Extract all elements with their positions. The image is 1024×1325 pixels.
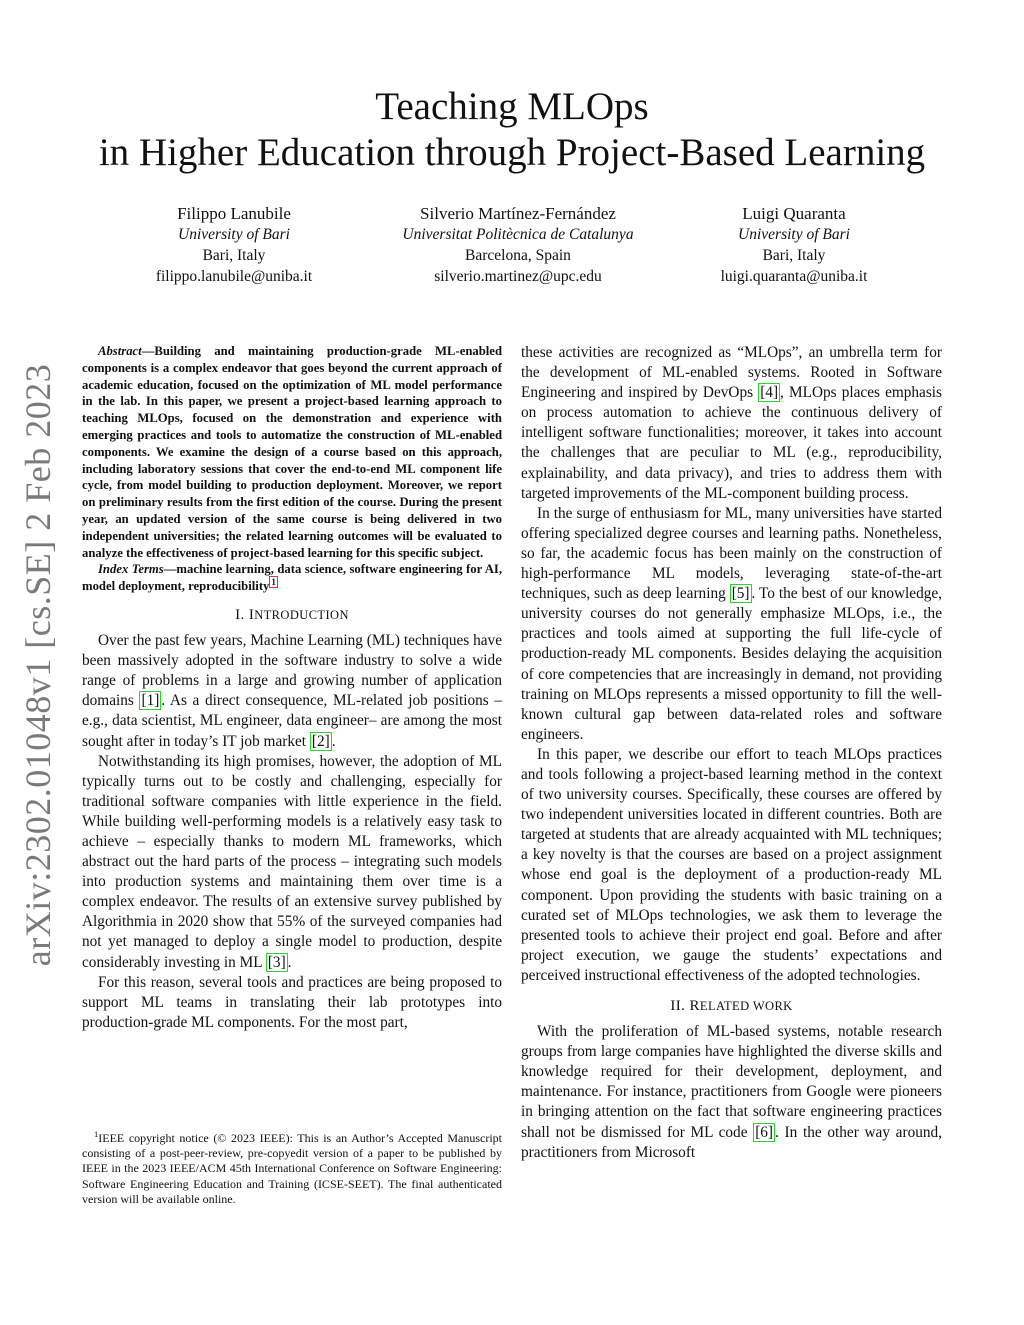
section-heading-introduction: I. INTRODUCTION (235, 606, 349, 623)
author-3 (634, 203, 954, 287)
citation-link[interactable]: [1] (141, 692, 160, 710)
index-terms (82, 561, 502, 595)
author-name: Filippo Lanubile (177, 204, 291, 223)
index-terms-text: —machine learning, data science, software engineering for AI, model deployment, reproducibility (82, 562, 502, 594)
intro-paragraph-2: Notwithstanding its high promises, however, the adoption of ML typically turns out to be costly and challenging, especially for traditional software companies with little experience in the field. While building well-performing models is a relatively easy task to achieve – especially thanks to modern ML frameworks, which abstract out the hard parts of the process – integrating such models into production systems and maintaining them over time is a complex endeavor. The results of an extensive survey published by Algorithmia in 2020 show that 55% of the surveyed companies had not yet managed to deploy a single model to production, despite considerably investing in ML [3] . (82, 752, 502, 971)
arxiv-stamp (18, 363, 58, 967)
citation-link[interactable]: [5] (731, 585, 750, 603)
intro-paragraph-1: Over the past few years, Machine Learning (ML) techniques have been massively adopted in the software industry to solve a wide range of problems in a large and growing number of application domains [1] . As a direct consequence, ML-related job positions –e.g., data scientist, ML engineer, data engineer– are among the most sought after in today’s IT job market [2] . (82, 632, 502, 750)
author-1 (74, 203, 394, 287)
citation-link[interactable]: [2] (311, 732, 330, 750)
abstract-text: —Building and maintaining production-grade ML-enabled components is a complex endeavor that goes beyond the current approach of academic education, focused on the optimization of ML model performance in the lab. In this paper, we present a project-based learning approach to teaching MLOps, focused on the demonstration and experience with emerging practices and tools to automatize the construction of ML-enabled components. We examine the design of a course based on this approach, including laboratory sessions that cover the end-to-end ML component life cycle, from model building to production deployment. Moreover, we report on preliminary results from the first edition of the course. During the present year, an updated version of the same course is being delivered in two independent universities; the related learning outcomes will be evaluated to analyze the effectiveness of project-based learning for this specific subject. (82, 344, 502, 560)
title-line-1: Teaching MLOps (375, 85, 649, 128)
intro-paragraph-4: In the surge of enthusiasm for ML, many universities have started offering specialized degree courses and learning paths. Nonetheless, so far, the academic focus has been mainly on the construction of high-performance ML models, leveraging state-of-the-art techniques, such as deep learning [5] . To the best of our knowledge, university courses do not generally emphasize MLOps, i.e., the practices and tools aimed at supporting the full life-cycle of production-ready ML components. Besides delaying the acquisition of core competencies that are increasingly in demand, not providing training on MLOps represents a missed opportunity to fill the well-known cultural gap between data-related roles and software engineers. (521, 504, 943, 743)
author-email: filippo.lanubile@uniba.it (155, 268, 313, 285)
footnote (82, 1127, 502, 1207)
author-affiliation: University of Bari (738, 226, 850, 243)
author-location: Bari, Italy (762, 247, 826, 264)
intro-paragraph-3: For this reason, several tools and practices are being proposed to support ML teams in translating their lab prototypes into production-grade ML components. For the most part, (82, 973, 502, 1031)
section-heading-related-work: II. RELATED WORK (670, 998, 793, 1014)
author-location: Barcelona, Spain (465, 247, 571, 264)
title-line-2: in Higher Education through Project-Based Learning (98, 131, 926, 174)
citation-link[interactable]: [3] (267, 953, 286, 971)
author-email: silverio.martinez@upc.edu (434, 268, 602, 285)
footnote-link[interactable]: 1 (271, 576, 276, 587)
footnote-mark: 1 (94, 1129, 99, 1139)
author-email: luigi.quaranta@uniba.it (720, 268, 868, 285)
left-column (82, 343, 502, 1033)
author-name: Silverio Martínez-Fernández (420, 204, 616, 223)
footnote-text: IEEE copyright notice (© 2023 IEEE): This is an Author’s Accepted Manuscript consisting of a post-peer-review, pre-copyedit version of a paper to be published by IEEE in the 2023 IEEE/ACM 45th International Conference on Software Engineering: Software Engineering Education and Training (ICSE-SEET). The final authenticated version will be available online. (82, 1131, 502, 1206)
citation-link[interactable]: [4] (760, 384, 779, 402)
arxiv-stamp-text: arXiv:2302.01048v1 [cs.SE] 2 Feb 2023 (18, 363, 58, 967)
author-affiliation: University of Bari (178, 226, 290, 243)
index-terms-label: Index Terms (98, 562, 164, 577)
intro-paragraph-3-continued: these activities are recognized as “MLOps”, an umbrella term for the development of ML-enabled systems. Rooted in Software Engineering and inspired by DevOps [4] , MLOps places emphasis on process automation to achieve the continuous delivery of intelligent software functionalities; moreover, it takes into account the challenges that are peculiar to ML (e.g., reproducibility, explainability, and data privacy), and tries to address them with targeted improvements of the ML-component building process. (521, 344, 942, 502)
intro-paragraph-5: In this paper, we describe our effort to teach MLOps practices and tools following a project-based learning method in the context of two university courses. Specifically, these courses are offered by two independent universities located in different countries. Both are targeted at students that are already acquainted with ML techniques; a key novelty is that the courses are based on a project assignment whose end goal is the deployment of a production-ready ML component. Upon providing the students with basic training on a curated set of MLOps technologies, we ask them to leverage the presented tools to achieve their project end goal. Before and after project execution, we gauge the students’ expectations and perceived instructional effectiveness of the adopted technologies. (521, 745, 942, 984)
paper-title (60, 84, 964, 176)
abstract-label: Abstract (98, 344, 142, 358)
author-affiliation: Universitat Politècnica de Catalunya (402, 226, 634, 243)
abstract (82, 343, 502, 561)
author-name: Luigi Quaranta (742, 204, 846, 223)
author-2 (358, 203, 678, 287)
related-work-paragraph-1: With the proliferation of ML-based systems, notable research groups from large companies have highlighted the diverse skills and knowledge required for their development, deployment, and maintenance. For instance, practitioners from Google were pioneers in bringing attention on the fact that software engineering practices shall not be dismissed for ML code [6] . In the other way around, practitioners from Microsoft (521, 1023, 942, 1161)
citation-link[interactable]: [6] (755, 1123, 774, 1141)
author-location: Bari, Italy (202, 247, 266, 264)
right-column (521, 343, 942, 1163)
